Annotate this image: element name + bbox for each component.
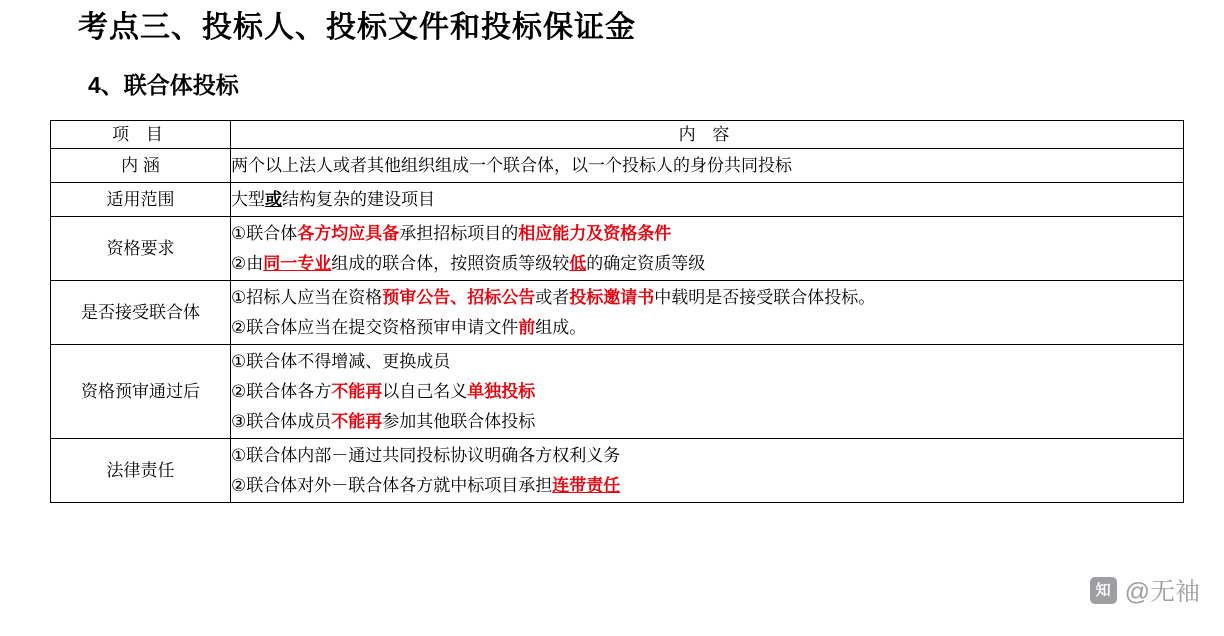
content-segment: 的确定资质等级: [586, 254, 706, 273]
content-line: [231, 220, 1183, 247]
row-label-cell: [51, 345, 231, 439]
row-content-cell: [231, 183, 1184, 217]
table-body: [51, 121, 1184, 503]
row-label-cell: [51, 217, 231, 281]
content-segment: 前: [518, 318, 536, 337]
content-segment: 大型: [231, 190, 265, 209]
content-segment: 参加其他联合体投标: [382, 412, 536, 431]
table-row: [51, 345, 1184, 439]
row-label-text: 资格要求: [106, 238, 175, 258]
content-segment: ①联合体: [231, 224, 298, 243]
content-segment: 相应能力及资格条件: [518, 224, 672, 243]
content-segment: 同一专业: [263, 254, 332, 273]
content-segment: 或者: [535, 288, 570, 307]
row-content-cell: [231, 439, 1184, 503]
table-row: [51, 183, 1184, 217]
table-row: [51, 149, 1184, 183]
content-line: [231, 250, 1183, 277]
content-segment: 组成。: [535, 318, 587, 337]
row-content-cell: [231, 281, 1184, 345]
content-segment: 不能再: [331, 382, 383, 401]
row-label-text: 资格预审通过后: [81, 381, 200, 401]
watermark-text: @无袖: [1124, 578, 1200, 606]
content-segment: 或: [265, 190, 282, 209]
content-segment: 预审公告、招标公告: [382, 288, 536, 307]
row-label-cell: [51, 439, 231, 503]
row-content-cell: [231, 217, 1184, 281]
row-label-text: 内 涵: [121, 155, 160, 175]
content-segment: 连带责任: [552, 476, 621, 495]
row-label-text: 法律责任: [106, 460, 175, 480]
header-cell-label: [51, 121, 231, 149]
table-row: [51, 281, 1184, 345]
content-line: [231, 442, 1183, 469]
row-content-cell: [231, 345, 1184, 439]
content-segment: 结构复杂的建设项目: [282, 190, 435, 209]
content-line: [231, 186, 1183, 213]
table-row: [51, 439, 1184, 503]
row-label-cell: [51, 281, 231, 345]
content-segment: ①联合体不得增减、更换成员: [231, 352, 451, 371]
content-segment: 以自己名义: [382, 382, 468, 401]
row-label-cell: [51, 149, 231, 183]
content-line: [231, 408, 1183, 435]
header-cell-content: [231, 121, 1184, 149]
zhihu-logo-icon: 知: [1090, 577, 1117, 604]
header-label-text: 项 目: [112, 124, 169, 144]
content-segment: 各方均应具备: [297, 224, 400, 243]
content-line: [231, 472, 1183, 499]
content-segment: ①招标人应当在资格: [231, 288, 383, 307]
content-line: [231, 284, 1183, 311]
section-title: 4、联合体投标: [88, 72, 239, 98]
content-segment: 组成的联合体，按照资质等级较: [331, 254, 570, 273]
content-segment: ②联合体应当在提交资格预审申请文件: [231, 318, 519, 337]
content-segment: ②联合体各方: [231, 382, 332, 401]
watermark: [1090, 572, 1200, 608]
content-segment: 不能再: [331, 412, 383, 431]
content-segment: ②联合体对外－联合体各方就中标项目承担: [231, 476, 553, 495]
header-content-text: 内 容: [678, 125, 736, 144]
table-header-row: [51, 121, 1184, 149]
page-title: 考点三、投标人、投标文件和投标保证金: [78, 11, 636, 44]
content-segment: ③联合体成员: [231, 412, 332, 431]
document-page: [0, 8, 1224, 636]
content-segment: 投标邀请书: [569, 288, 655, 307]
content-line: [231, 314, 1183, 341]
row-label-cell: [51, 183, 231, 217]
content-line: [231, 348, 1183, 375]
row-label-text: 适用范围: [106, 189, 175, 209]
content-segment: 承担招标项目的: [399, 224, 519, 243]
row-content-cell: [231, 149, 1184, 183]
content-segment: ①联合体内部－通过共同投标协议明确各方权利义务: [231, 446, 621, 465]
content-table: [50, 120, 1184, 503]
content-segment: 低: [569, 254, 587, 273]
content-segment: ②由: [231, 254, 264, 273]
content-segment: 两个以上法人或者其他组织组成一个联合体，以一个投标人的身份共同投标: [231, 156, 792, 175]
content-segment: 中载明是否接受联合体投标。: [654, 288, 876, 307]
content-segment: 单独投标: [467, 382, 536, 401]
row-label-text: 是否接受联合体: [81, 302, 200, 322]
content-line: [231, 152, 1183, 179]
table-row: [51, 217, 1184, 281]
content-line: [231, 378, 1183, 405]
